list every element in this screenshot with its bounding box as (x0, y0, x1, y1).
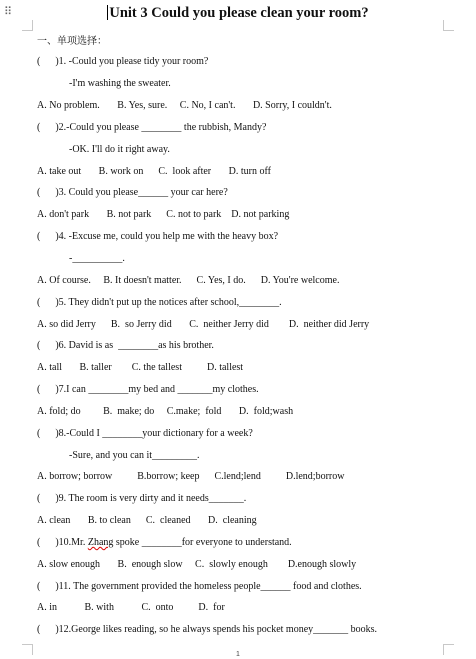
question-2-options: A. take out B. work on C. look after D. turn off (37, 166, 271, 177)
question-8: ( )8.-Could I ________your dictionary for a week? (37, 428, 253, 439)
spellcheck-flagged-word[interactable]: Zhang (87, 537, 114, 548)
question-12: ( )12.George likes reading, so he always spends his pocket money_______ books. (37, 624, 378, 635)
question-5-options: A. so did Jerry B. so Jerry did C. neither Jerry did D. neither did Jerry (37, 319, 370, 330)
question-9: ( )9. The room is very dirty and it needs_______. (37, 493, 247, 504)
drag-handle-icon[interactable]: ⠿ (4, 5, 14, 18)
question-1: ( )1. -Could you please tidy your room? (37, 56, 209, 67)
question-6: ( )6. David is as ________as his brother. (37, 340, 214, 351)
page-title[interactable]: Unit 3 Could you please clean your room? (109, 5, 369, 21)
question-6-options: A. tall B. taller C. the tallest D. tallest (37, 362, 244, 373)
question-10: ( )10.Mr. Zhang spoke ________for everyone to understand. (37, 537, 292, 548)
question-5: ( )5. They didn't put up the notices after school,________. (37, 297, 282, 308)
question-1-options: A. No problem. B. Yes, sure. C. No, I can't. D. Sorry, I couldn't. (37, 100, 332, 111)
question-1-reply: -I'm washing the sweater. (69, 78, 171, 89)
question-8-reply: -Sure, and you can it_________. (69, 450, 200, 461)
question-4: ( )4. -Excuse me, could you help me with the heavy box? (37, 231, 279, 242)
question-11-options: A. in B. with C. onto D. for (37, 602, 225, 613)
page-number: 1 (236, 651, 240, 658)
question-2-reply: -OK. I'll do it right away. (69, 144, 170, 155)
question-4-reply: -__________. (69, 253, 125, 264)
question-2: ( )2.-Could you please ________ the rubbish, Mandy? (37, 122, 267, 133)
question-7-options: A. fold; do B. make; do C.make; fold D. fold;wash (37, 406, 294, 417)
section-heading: 一、单项选择： (37, 36, 107, 47)
question-7: ( )7.I can ________my bed and _______my clothes. (37, 384, 259, 395)
question-9-options: A. clean B. to clean C. cleaned D. cleaning (37, 515, 257, 526)
question-4-options: A. Of course. B. It doesn't matter. C. Yes, I do. D. You're welcome. (37, 275, 340, 286)
question-10-options: A. slow enough B. enough slow C. slowly enough D.enough slowly (37, 559, 357, 570)
question-11: ( )11. The government provided the homeless people______ food and clothes. (37, 581, 362, 592)
question-3-options: A. don't park B. not park C. not to park D. not parking (37, 209, 290, 220)
question-8-options: A. borrow; borrow B.borrow; keep C.lend;lend D.lend;borrow (37, 471, 345, 482)
question-3: ( )3. Could you please______ your car here? (37, 187, 228, 198)
